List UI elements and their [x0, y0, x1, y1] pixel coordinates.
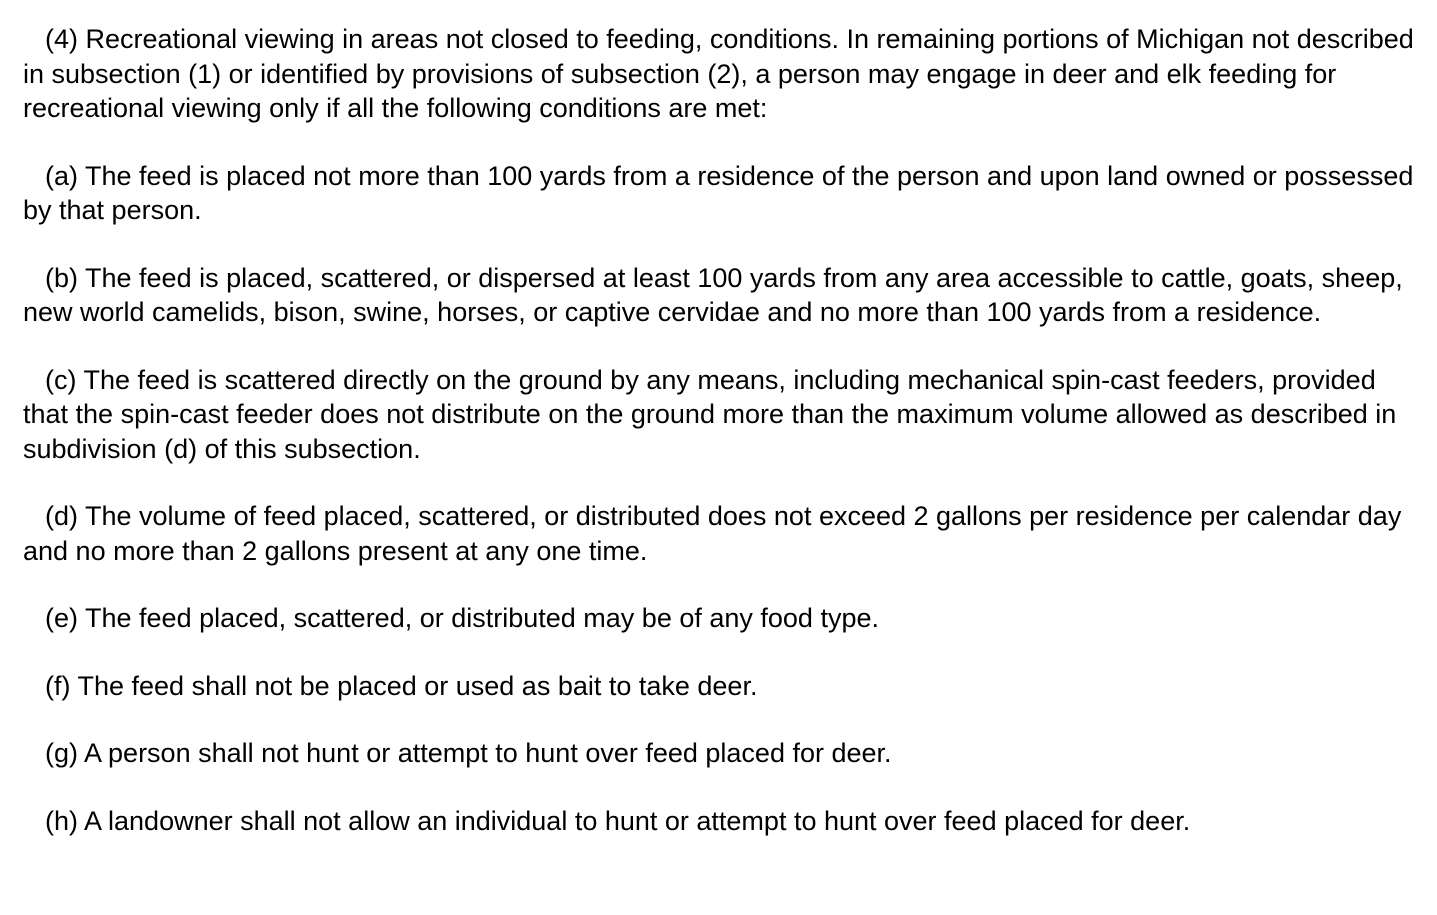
- paragraph-g: (g) A person shall not hunt or attempt to hunt over feed placed for deer.: [45, 738, 892, 768]
- paragraph-f: (f) The feed shall not be placed or used as bait to take deer.: [45, 670, 758, 701]
- paragraph-a: (a) The feed is placed not more than 100 yards from a residence of the person and upon land owned or possessed by that person.: [23, 160, 1414, 225]
- paragraph-h: (h) A landowner shall not allow an individual to hunt or attempt to hunt over feed placed for deer.: [45, 805, 1191, 836]
- paragraph-e: (e) The feed placed, scattered, or distributed may be of any food type.: [45, 603, 879, 633]
- document-body: [23, 22, 1423, 838]
- paragraph-d: (d) The volume of feed placed, scattered, or distributed does not exceed 2 gallons per residence per calendar day and no more than 2 gallons present at any one time.: [23, 501, 1402, 566]
- paragraph-b: (b) The feed is placed, scattered, or dispersed at least 100 yards from any area accessible to cattle, goats, sheep, new world camelids, bison, swine, horses, or captive cervidae and no more than 100 yards from a residence.: [23, 262, 1403, 327]
- paragraph-4-recreational-viewing: (4) Recreational viewing in areas not closed to feeding, conditions. In remaining portions of Michigan not described in subsection (1) or identified by provisions of subsection (2), a person may engage in deer and elk feeding for recreational viewing only if all the following conditions are met:: [23, 24, 1414, 123]
- paragraph-c: (c) The feed is scattered directly on the ground by any means, including mechanical spin-cast feeders, provided that the spin-cast feeder does not distribute on the ground more than the maximum volume allowed as described in subdivision (d) of this subsection.: [23, 364, 1397, 464]
